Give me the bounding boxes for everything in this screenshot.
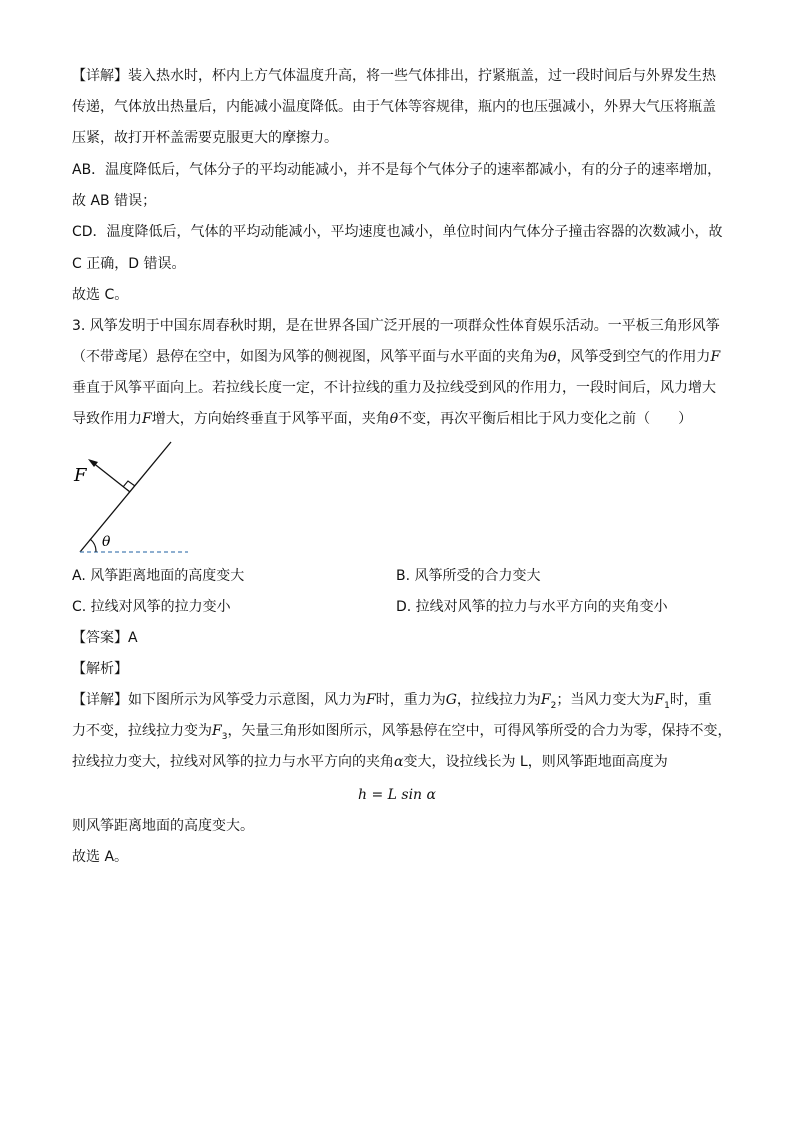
q3-text: 增大，方向始终垂直于风筝平面，夹角 xyxy=(151,411,390,427)
d2-symbol: F xyxy=(212,723,222,739)
detail2-line-4: 则风筝距离地面的高度变大。 xyxy=(72,818,254,834)
force-label: F xyxy=(74,465,87,486)
detail1-line-3: 压紧，故打开杯盖需要克服更大的摩擦力。 xyxy=(72,130,338,146)
q3-text: （不带鸢尾）悬停在空中，如图为风筝的侧视图，风筝平面与水平面的夹角为 xyxy=(72,349,548,365)
option-b: B. 风筝所受的合力变大 xyxy=(396,568,541,584)
angle-label: θ xyxy=(102,534,111,550)
detail1-line-5: 故 AB 错误； xyxy=(72,193,157,209)
d2-text: 力不变，拉线拉力变为 xyxy=(72,723,212,739)
d2-text: ；当风力变大为 xyxy=(556,692,655,708)
question3-line-2 xyxy=(72,347,720,367)
d2-text: ，拉线拉力为 xyxy=(456,692,541,708)
detail1-line-4: AB．温度降低后，气体分子的平均动能减小，并不是每个气体分子的速率都减小，有的分子的速率增加， xyxy=(72,162,722,178)
question3-line-1: 3. 风筝发明于中国东周春秋时期，是在世界各国广泛开展的一项群众性体育娱乐活动。一平板三角形风筝 xyxy=(72,318,720,334)
d2-subscript: 1 xyxy=(664,700,670,711)
right-angle-marker xyxy=(123,481,135,487)
d2-text: 变大，设拉线长为 L，则风筝距地面高度为 xyxy=(403,754,668,770)
option-c: C. 拉线对风筝的拉力变小 xyxy=(72,599,231,615)
d2-text: 【详解】如下图所示为风筝受力示意图，风力为 xyxy=(72,692,366,708)
d2-symbol: G xyxy=(445,692,457,708)
d2-symbol: F xyxy=(366,692,376,708)
detail2-line-1 xyxy=(72,690,712,716)
kite-side-view-figure xyxy=(70,435,200,560)
answer: 【答案】A xyxy=(72,630,138,646)
option-a: A. 风筝距离地面的高度变大 xyxy=(72,568,245,584)
q3-theta: θ xyxy=(389,411,399,427)
question3-line-3: 垂直于风筝平面向上。若拉线长度一定，不计拉线的重力及拉线受到风的作用力，一段时间后，风力增大 xyxy=(72,380,716,396)
d2-text: 时，重 xyxy=(669,692,712,708)
d2-subscript: 3 xyxy=(221,731,228,742)
detail1-line-1: 【详解】装入热水时，杯内上方气体温度升高，将一些气体排出，拧紧瓶盖，过一段时间后与外界发生热 xyxy=(72,68,716,84)
question3-line-4 xyxy=(72,409,692,429)
q3-text: 导致作用力 xyxy=(72,411,142,427)
detail1-line-8: 故选 C。 xyxy=(72,287,129,303)
q3-text: ，风筝受到空气的作用力 xyxy=(556,349,711,365)
q3-force-symbol: F xyxy=(142,411,152,427)
d2-symbol: F xyxy=(654,692,665,708)
d2-text: 时，重力为 xyxy=(375,692,446,708)
detail1-line-6: CD．温度降低后，气体的平均动能减小，平均速度也减小，单位时间内气体分子撞击容器的次数减小，故 xyxy=(72,224,723,240)
q3-theta: θ xyxy=(548,349,557,365)
detail2-line-3 xyxy=(72,752,668,772)
q3-force-symbol: F xyxy=(710,349,721,365)
q3-text: 不变，再次平衡后相比于风力变化之前（ ） xyxy=(398,411,693,427)
d2-symbol: F xyxy=(540,692,551,708)
detail2-line-5: 故选 A。 xyxy=(72,849,129,865)
option-d: D. 拉线对风筝的拉力与水平方向的夹角变小 xyxy=(396,599,668,615)
angle-arc xyxy=(90,539,96,552)
d2-text: 拉线拉力变大，拉线对风筝的拉力与水平方向的夹角 xyxy=(72,754,394,770)
d2-symbol: α xyxy=(394,754,404,770)
detail1-line-7: C 正确，D 错误。 xyxy=(72,256,186,272)
d2-subscript: 2 xyxy=(550,700,557,711)
force-arrow-line xyxy=(92,462,130,492)
height-formula: h = L sin α xyxy=(358,787,436,803)
d2-text: ，矢量三角形如图所示，风筝悬停在空中，可得风筝所受的合力为零，保持不变， xyxy=(227,723,732,739)
kite-plane-line xyxy=(80,442,171,552)
analysis-title: 【解析】 xyxy=(72,661,128,677)
detail2-line-2 xyxy=(72,721,731,747)
detail1-line-2: 传递，气体放出热量后，内能减小温度降低。由于气体等容规律，瓶内的也压强减小，外界大气压将瓶盖 xyxy=(72,99,716,115)
